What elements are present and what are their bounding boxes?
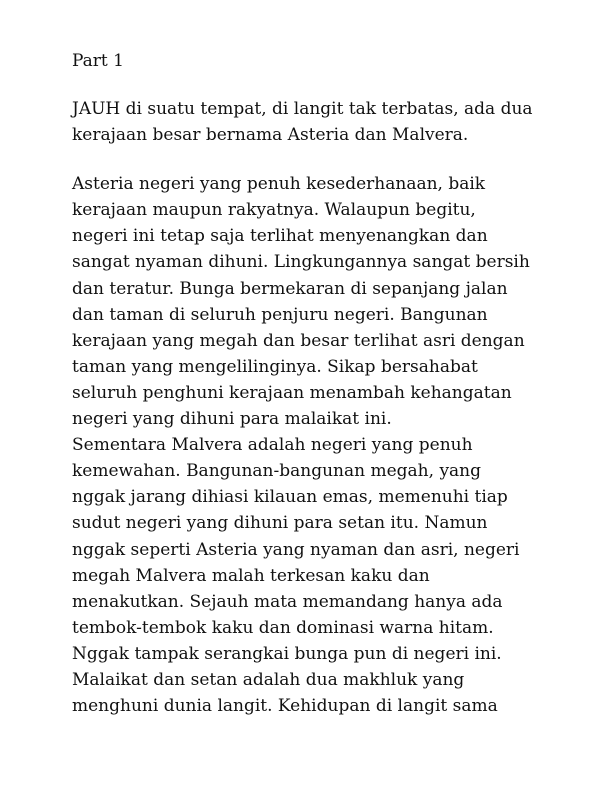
- paragraph-line: menakutkan. Sejauh mata memandang hanya ada: [72, 591, 503, 612]
- paragraph-line: nggak jarang dihiasi kilauan emas, memenuhi tiap: [72, 487, 508, 508]
- paragraph-1: [72, 96, 552, 148]
- paragraph-line: negeri ini tetap saja terlihat menyenangkan dan: [72, 226, 488, 247]
- paragraph-line: nggak seperti Asteria yang nyaman dan asri, negeri: [72, 539, 520, 560]
- paragraph-2: [72, 171, 552, 432]
- paragraph-line: taman yang mengelilinginya. Sikap bersahabat: [72, 356, 478, 377]
- part-heading: Part 1: [72, 51, 124, 71]
- paragraph-line: dan teratur. Bunga bermekaran di sepanjang jalan: [72, 278, 508, 299]
- paragraph-line: tembok-tembok kaku dan dominasi warna hitam.: [72, 617, 494, 638]
- paragraph-line: kerajaan yang megah dan besar terlihat asri dengan: [72, 330, 525, 351]
- paragraph-line: kerajaan besar bernama Asteria dan Malvera.: [72, 125, 469, 146]
- paragraph-line: menghuni dunia langit. Kehidupan di langit sama: [72, 696, 498, 717]
- paragraph-line: Sementara Malvera adalah negeri yang penuh: [72, 435, 473, 456]
- paragraph-line: Nggak tampak serangkai bunga pun di negeri ini.: [72, 643, 502, 664]
- paragraph-line: Asteria negeri yang penuh kesederhanaan, baik: [72, 174, 486, 195]
- paragraph-line: megah Malvera malah terkesan kaku dan: [72, 565, 430, 586]
- paragraph-line: Malaikat dan setan adalah dua makhluk yang: [72, 669, 465, 690]
- document-page: [72, 48, 552, 719]
- paragraph-line: kemewahan. Bangunan-bangunan megah, yang: [72, 461, 482, 482]
- paragraph-line: kerajaan maupun rakyatnya. Walaupun begitu,: [72, 200, 476, 221]
- paragraph-line: seluruh penghuni kerajaan menambah kehangatan: [72, 382, 512, 403]
- paragraph-line: negeri yang dihuni para malaikat ini.: [72, 409, 392, 430]
- paragraph-line: dan taman di seluruh penjuru negeri. Bangunan: [72, 304, 488, 325]
- paragraph-line: JAUH di suatu tempat, di langit tak terbatas, ada dua: [72, 99, 533, 119]
- paragraph-line: sudut negeri yang dihuni para setan itu. Namun: [72, 513, 488, 534]
- paragraph-line: sangat nyaman dihuni. Lingkungannya sangat bersih: [72, 252, 530, 273]
- paragraph-3: [72, 432, 552, 719]
